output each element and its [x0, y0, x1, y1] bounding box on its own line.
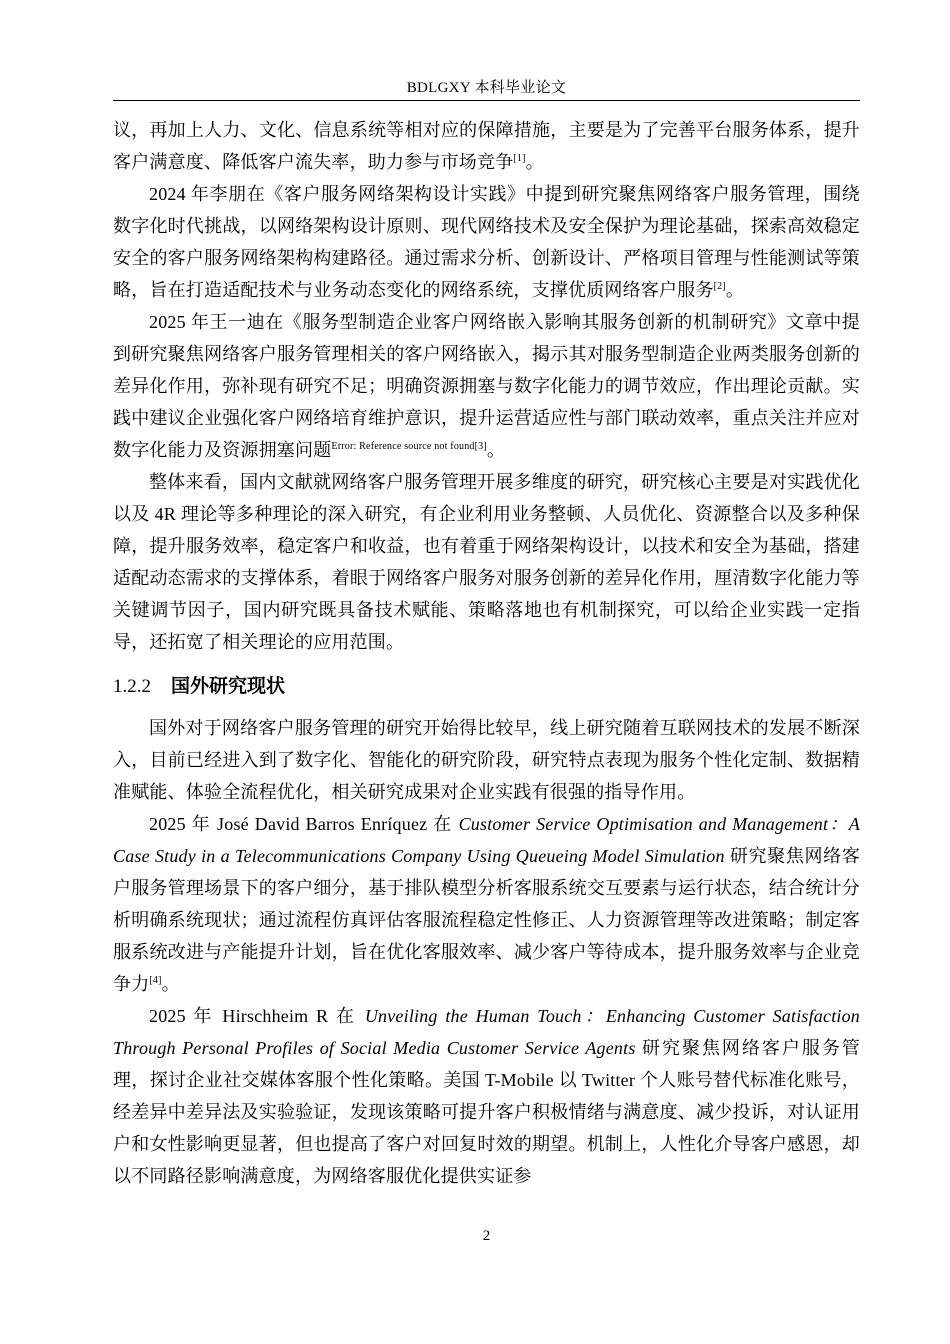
citation: [2] — [713, 281, 726, 292]
section-number: 1.2.2 — [113, 676, 151, 697]
paragraph: 2025 年王一迪在《服务型制造企业客户网络嵌入影响其服务创新的机制研究》文章中提到研究聚焦网络客户服务管理相关的客户网络嵌入，揭示其对服务型制造企业两类服务创新的差异化作用，弥补现有研究不足；明确资源拥塞与数字化能力的调节效应，作出理论贡献。实践中建议企业强化客户网络培育维护意识，提升运营适应性与部门联动效率，重点关注并应对数字化能力及资源拥塞问题$^{Error: Reference source not found[3]}$。 — [113, 312, 860, 460]
paragraph: 议，再加上人力、文化、信息系统等相对应的保障措施，主要是为了完善平台服务体系，提升客户满意度、降低客户流失率，助力参与市场竞争[1]。 — [113, 120, 860, 172]
cited-title: Unveiling the Human Touch：Enhancing Customer Satisfaction Through Personal Profiles of Social Media Customer Service Agents — [113, 1006, 860, 1058]
running-header: BDLGXY 本科毕业论文 — [406, 80, 567, 96]
citation: Error: Reference source not found[3] — [331, 441, 487, 452]
citation: [4] — [149, 975, 162, 986]
citation: [1] — [513, 153, 526, 164]
cited-title: Customer Service Optimisation and Management：A Case Study in a Telecommunications Company Using Queueing Model Simulation — [113, 814, 860, 866]
paragraph: 国外对于网络客户服务管理的研究开始得比较早，线上研究随着互联网技术的发展不断深入，目前已经进入到了数字化、智能化的研究阶段，研究特点表现为服务个性化定制、数据精准赋能、体验全流程优化，相关研究成果对企业实践有很强的指导作用。 — [113, 718, 860, 802]
paragraph: 2024 年李朋在《客户服务网络架构设计实践》中提到研究聚焦网络客户服务管理，围绕数字化时代挑战，以网络架构设计原则、现代网络技术及安全保护为理论基础，探索高效稳定安全的客户服务网络架构构建路径。通过需求分析、创新设计、严格项目管理与性能测试等策略，旨在打造适配技术与业务动态变化的网络系统，支撑优质网络客户服务[2]。 — [113, 184, 860, 300]
page-number: 2 — [482, 1228, 491, 1244]
section-heading — [113, 672, 860, 702]
paragraph: 2025 年 Hirschheim R 在 Unveiling the Human Touch：Enhancing Customer Satisfaction Through Personal Profiles of Social Media Customer Service Agents 研究聚焦网络客户服务管理，探讨企业社交媒体客服个性化策略。美国 T-Mobile 以 Twitter 个人账号替代标准化账号，经差异中差异法及实验验证，发现该策略可提升客户积极情绪与满意度、减少投诉，对认证用户和女性影响更显著，但也提高了客户对回复时效的期望。机制上，人性化介导客户感恩，却以不同路径影响满意度，为网络客服优化提供实证参 — [113, 1006, 861, 1186]
header-rule — [113, 100, 860, 101]
section-title: 国外研究现状 — [171, 676, 286, 697]
paragraph: 整体来看，国内文献就网络客户服务管理开展多维度的研究，研究核心主要是对实践优化以及 4R 理论等多种理论的深入研究，有企业利用业务整顿、人员优化、资源整合以及多种保障，提升服务效率，稳定客户和收益，也有着重于网络架构设计，以技术和安全为基础，搭建适配动态需求的支撑体系，着眼于网络客户服务对服务创新的差异化作用，厘清数字化能力等关键调节因子，国内研究既具备技术赋能、策略落地也有机制探究，可以给企业实践一定指导，还拓宽了相关理论的应用范围。 — [113, 472, 860, 652]
paragraph: 2025 年 José David Barros Enríquez 在 Customer Service Optimisation and Management：A Case Study in a Telecommunications Company Using Queueing Model Simulation 研究聚焦网络客户服务管理场景下的客户细分，基于排队模型分析客服系统交互要素与运行状态，结合统计分析明确系统现状；通过流程仿真评估客服流程稳定性修正、人力资源管理等改进策略；制定客服系统改进与产能提升计划，旨在优化客服效率、减少客户等待成本，提升服务效率与企业竞争力[4]。 — [113, 814, 861, 994]
body-text — [113, 114, 860, 1192]
